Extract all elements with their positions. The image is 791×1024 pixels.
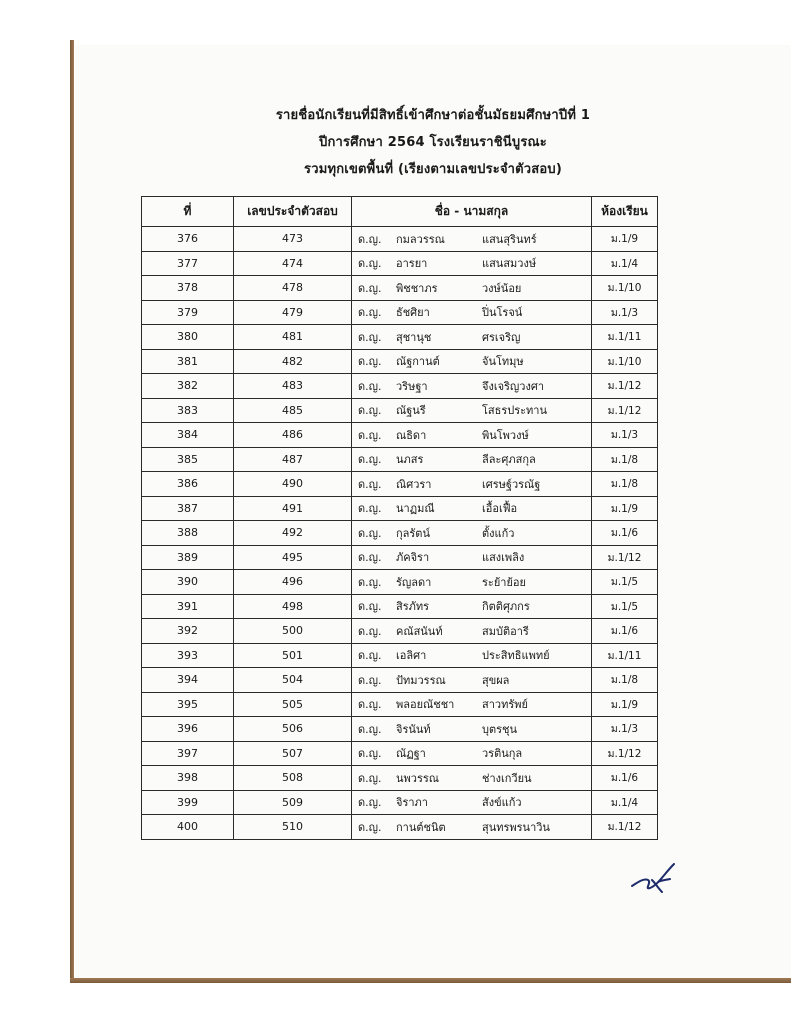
- table-row: [142, 692, 658, 717]
- classroom: ม.1/12: [592, 815, 658, 840]
- table-row: [142, 668, 658, 693]
- classroom: ม.1/9: [592, 496, 658, 521]
- row-number: 382: [142, 374, 234, 399]
- student-name: [352, 717, 592, 742]
- name-prefix: ด.ญ.: [358, 379, 382, 393]
- name-prefix: ด.ญ.: [358, 257, 382, 271]
- name-prefix: ด.ญ.: [358, 649, 382, 663]
- exam-id: 473: [234, 227, 352, 252]
- name-prefix: ด.ญ.: [358, 355, 382, 369]
- first-name: กานต์ชนิต: [396, 820, 446, 834]
- row-number: 398: [142, 766, 234, 791]
- table-row: [142, 472, 658, 497]
- name-prefix: ด.ญ.: [358, 551, 382, 565]
- student-name: [352, 668, 592, 693]
- header-exam-id: เลขประจำตัวสอบ: [234, 197, 352, 227]
- row-number: 379: [142, 300, 234, 325]
- table-row: [142, 815, 658, 840]
- first-name: คณัสนันท์: [396, 624, 443, 638]
- exam-id: 509: [234, 790, 352, 815]
- paper-edge-bottom: [70, 978, 791, 983]
- first-name: สิรภัทร: [396, 600, 430, 614]
- classroom: ม.1/3: [592, 717, 658, 742]
- table-row: [142, 570, 658, 595]
- row-number: 377: [142, 251, 234, 276]
- first-name: ธัชศิยา: [396, 306, 430, 320]
- row-number: 381: [142, 349, 234, 374]
- first-name: รัญลดา: [396, 575, 432, 589]
- name-prefix: ด.ญ.: [358, 428, 382, 442]
- table-row: [142, 349, 658, 374]
- student-name: [352, 398, 592, 423]
- first-name: จิราภา: [396, 796, 428, 810]
- classroom: ม.1/4: [592, 251, 658, 276]
- table-body: [142, 227, 658, 840]
- first-name: ณัฐนรี: [396, 404, 426, 418]
- first-name: ณิศวรา: [396, 477, 432, 491]
- classroom: ม.1/4: [592, 790, 658, 815]
- row-number: 383: [142, 398, 234, 423]
- last-name: แสงเพลิง: [482, 551, 525, 565]
- exam-id: 492: [234, 521, 352, 546]
- student-name: [352, 349, 592, 374]
- last-name: แสนสมวงษ์: [482, 257, 537, 271]
- last-name: เศรษฐ์วรณัฐ: [482, 477, 541, 491]
- last-name: สุนทรพรนาวิน: [482, 820, 550, 834]
- student-name: [352, 447, 592, 472]
- exam-id: 481: [234, 325, 352, 350]
- student-name: [352, 521, 592, 546]
- name-prefix: ด.ญ.: [358, 698, 382, 712]
- name-prefix: ด.ญ.: [358, 673, 382, 687]
- classroom: ม.1/9: [592, 692, 658, 717]
- student-name: [352, 741, 592, 766]
- student-name: [352, 766, 592, 791]
- last-name: ปิ่นโรจน์: [482, 306, 523, 320]
- student-name: [352, 790, 592, 815]
- last-name: สมบัติอารี: [482, 624, 529, 638]
- table-row: [142, 325, 658, 350]
- classroom: ม.1/6: [592, 766, 658, 791]
- row-number: 386: [142, 472, 234, 497]
- student-name: [352, 545, 592, 570]
- last-name: ระย้าย้อย: [482, 575, 526, 589]
- header-name: ชื่อ - นามสกุล: [352, 197, 592, 227]
- row-number: 390: [142, 570, 234, 595]
- name-prefix: ด.ญ.: [358, 330, 382, 344]
- last-name: โสธรประทาน: [482, 404, 547, 418]
- last-name: ตั้งแก้ว: [482, 526, 515, 540]
- classroom: ม.1/3: [592, 423, 658, 448]
- table-row: [142, 276, 658, 301]
- name-prefix: ด.ญ.: [358, 600, 382, 614]
- row-number: 395: [142, 692, 234, 717]
- student-name: [352, 300, 592, 325]
- first-name: ภัคจิรา: [396, 551, 430, 565]
- student-name: [352, 325, 592, 350]
- first-name: สุชานุช: [396, 330, 432, 344]
- first-name: นพวรรณ: [396, 771, 439, 785]
- first-name: พิชชาภร: [396, 281, 438, 295]
- first-name: จิรนันท์: [396, 722, 431, 736]
- student-name: [352, 227, 592, 252]
- name-prefix: ด.ญ.: [358, 281, 382, 295]
- first-name: ณัฏฐา: [396, 747, 426, 761]
- row-number: 394: [142, 668, 234, 693]
- classroom: ม.1/9: [592, 227, 658, 252]
- last-name: ลีละศุภสกุล: [482, 453, 536, 467]
- last-name: เอื้อเฟื้อ: [482, 502, 518, 516]
- table-row: [142, 227, 658, 252]
- table-row: [142, 741, 658, 766]
- name-prefix: ด.ญ.: [358, 232, 382, 246]
- exam-id: 487: [234, 447, 352, 472]
- exam-id: 506: [234, 717, 352, 742]
- row-number: 388: [142, 521, 234, 546]
- table-row: [142, 717, 658, 742]
- student-name: [352, 643, 592, 668]
- first-name: กมลวรรณ: [396, 232, 445, 246]
- exam-id: 505: [234, 692, 352, 717]
- exam-id: 483: [234, 374, 352, 399]
- name-prefix: ด.ญ.: [358, 453, 382, 467]
- student-name: [352, 276, 592, 301]
- name-prefix: ด.ญ.: [358, 575, 382, 589]
- exam-id: 495: [234, 545, 352, 570]
- classroom: ม.1/6: [592, 521, 658, 546]
- table-row: [142, 790, 658, 815]
- row-number: 384: [142, 423, 234, 448]
- exam-id: 491: [234, 496, 352, 521]
- classroom: ม.1/5: [592, 594, 658, 619]
- first-name: พลอยณัชชา: [396, 698, 455, 712]
- exam-id: 482: [234, 349, 352, 374]
- first-name: นาฏมณี: [396, 502, 435, 516]
- classroom: ม.1/8: [592, 472, 658, 497]
- last-name: กิตติศุภกร: [482, 600, 530, 614]
- classroom: ม.1/5: [592, 570, 658, 595]
- exam-id: 504: [234, 668, 352, 693]
- classroom: ม.1/12: [592, 398, 658, 423]
- exam-id: 507: [234, 741, 352, 766]
- exam-id: 479: [234, 300, 352, 325]
- name-prefix: ด.ญ.: [358, 306, 382, 320]
- last-name: แสนสุรินทร์: [482, 232, 537, 246]
- first-name: ณธิดา: [396, 428, 427, 442]
- classroom: ม.1/11: [592, 325, 658, 350]
- first-name: อารยา: [396, 257, 428, 271]
- last-name: ศรเจริญ: [482, 330, 521, 344]
- exam-id: 474: [234, 251, 352, 276]
- row-number: 391: [142, 594, 234, 619]
- classroom: ม.1/12: [592, 374, 658, 399]
- last-name: สังข์แก้ว: [482, 796, 522, 810]
- row-number: 400: [142, 815, 234, 840]
- name-prefix: ด.ญ.: [358, 526, 382, 540]
- header-room: ห้องเรียน: [592, 197, 658, 227]
- exam-id: 508: [234, 766, 352, 791]
- first-name: นภสร: [396, 453, 424, 467]
- last-name: วรตินกุล: [482, 747, 523, 761]
- name-prefix: ด.ญ.: [358, 624, 382, 638]
- paper-edge-left: [70, 40, 74, 980]
- exam-id: 501: [234, 643, 352, 668]
- exam-id: 500: [234, 619, 352, 644]
- last-name: จึงเจริญวงศา: [482, 379, 545, 393]
- table-row: [142, 766, 658, 791]
- row-number: 389: [142, 545, 234, 570]
- last-name: สาวทรัพย์: [482, 698, 528, 712]
- table-row: [142, 423, 658, 448]
- row-number: 392: [142, 619, 234, 644]
- last-name: พินโพวงษ์: [482, 428, 529, 442]
- student-name: [352, 619, 592, 644]
- student-name: [352, 692, 592, 717]
- name-prefix: ด.ญ.: [358, 722, 382, 736]
- classroom: ม.1/10: [592, 349, 658, 374]
- table-row: [142, 496, 658, 521]
- name-prefix: ด.ญ.: [358, 502, 382, 516]
- student-name: [352, 594, 592, 619]
- student-name: [352, 251, 592, 276]
- last-name: จันโทมุษ: [482, 355, 524, 369]
- classroom: ม.1/8: [592, 447, 658, 472]
- name-prefix: ด.ญ.: [358, 820, 382, 834]
- student-name: [352, 472, 592, 497]
- row-number: 385: [142, 447, 234, 472]
- exam-id: 498: [234, 594, 352, 619]
- classroom: ม.1/6: [592, 619, 658, 644]
- student-name: [352, 423, 592, 448]
- row-number: 399: [142, 790, 234, 815]
- exam-id: 510: [234, 815, 352, 840]
- table-row: [142, 545, 658, 570]
- name-prefix: ด.ญ.: [358, 796, 382, 810]
- header-no: ที่: [142, 197, 234, 227]
- name-prefix: ด.ญ.: [358, 404, 382, 418]
- exam-id: 490: [234, 472, 352, 497]
- student-name: [352, 815, 592, 840]
- first-name: เอลิศา: [396, 649, 427, 663]
- table-row: [142, 374, 658, 399]
- table-row: [142, 300, 658, 325]
- last-name: สุขผล: [482, 673, 510, 687]
- row-number: 396: [142, 717, 234, 742]
- classroom: ม.1/3: [592, 300, 658, 325]
- table-row: [142, 447, 658, 472]
- last-name: ประสิทธิแพทย์: [482, 649, 550, 663]
- row-number: 376: [142, 227, 234, 252]
- last-name: ช่างเกวียน: [482, 771, 532, 785]
- table-header-row: [142, 197, 658, 227]
- row-number: 397: [142, 741, 234, 766]
- name-prefix: ด.ญ.: [358, 771, 382, 785]
- exam-id: 496: [234, 570, 352, 595]
- classroom: ม.1/11: [592, 643, 658, 668]
- last-name: วงษ์น้อย: [482, 281, 522, 295]
- signature-mark: [628, 852, 678, 897]
- row-number: 378: [142, 276, 234, 301]
- classroom: ม.1/12: [592, 545, 658, 570]
- heading-line-1: รายชื่อนักเรียนที่มีสิทธิ์เข้าศึกษาต่อชั้นมัธยมศึกษาปีที่ 1: [275, 108, 591, 123]
- table-row: [142, 251, 658, 276]
- exam-id: 486: [234, 423, 352, 448]
- student-name: [352, 374, 592, 399]
- classroom: ม.1/10: [592, 276, 658, 301]
- heading-line-3: รวมทุกเขตพื้นที่ (เรียงตามเลขประจำตัวสอบ): [304, 162, 562, 177]
- table-row: [142, 521, 658, 546]
- table-row: [142, 594, 658, 619]
- row-number: 393: [142, 643, 234, 668]
- table-row: [142, 619, 658, 644]
- exam-id: 478: [234, 276, 352, 301]
- document-heading: [75, 102, 791, 183]
- classroom: ม.1/12: [592, 741, 658, 766]
- exam-id: 485: [234, 398, 352, 423]
- student-roster-table: [141, 196, 658, 840]
- name-prefix: ด.ญ.: [358, 477, 382, 491]
- name-prefix: ด.ญ.: [358, 747, 382, 761]
- first-name: กุลรัตน์: [396, 526, 430, 540]
- table-row: [142, 398, 658, 423]
- classroom: ม.1/8: [592, 668, 658, 693]
- row-number: 380: [142, 325, 234, 350]
- student-name: [352, 570, 592, 595]
- row-number: 387: [142, 496, 234, 521]
- last-name: บุตรชุน: [482, 722, 518, 736]
- first-name: ปัทมวรรณ: [396, 673, 446, 687]
- first-name: วริษฐา: [396, 379, 428, 393]
- student-name: [352, 496, 592, 521]
- first-name: ณัฐกานต์: [396, 355, 440, 369]
- heading-line-2: ปีการศึกษา 2564 โรงเรียนราชินีบูรณะ: [319, 135, 547, 150]
- table-row: [142, 643, 658, 668]
